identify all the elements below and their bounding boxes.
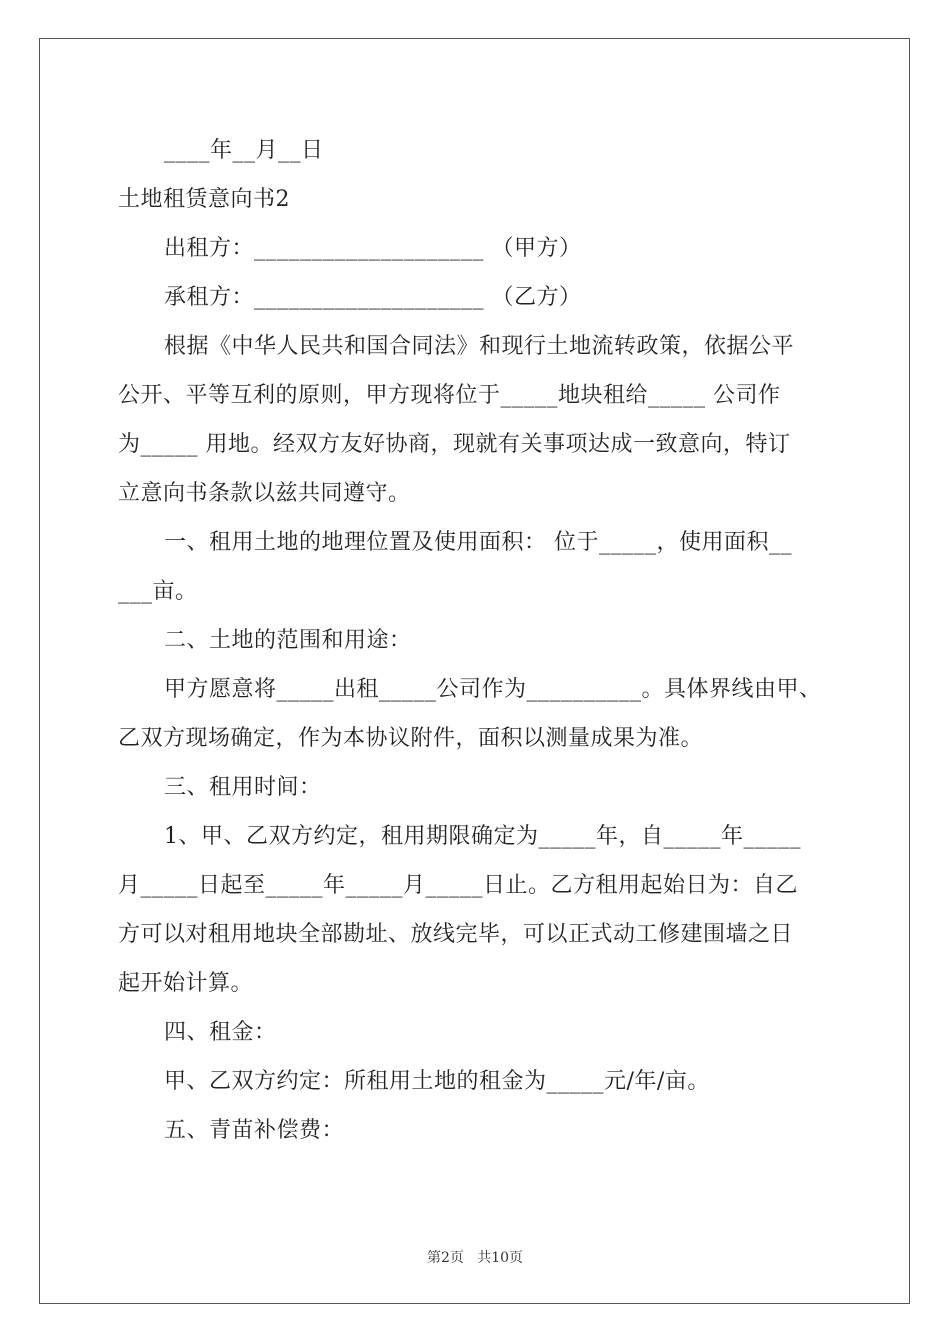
section-2-line-2: 乙双方现场确定，作为本协议附件，面积以测量成果为准。 (118, 726, 704, 751)
section-4-heading: 四、租金： (164, 1020, 277, 1045)
date-line: ____年__月__日 (164, 138, 324, 163)
section-3-line-3: 方可以对租用地块全部勘址、放线完毕，可以正式动工修建围墙之日 (118, 922, 794, 947)
page-number-footer: 第2页 共10页 (426, 1250, 524, 1266)
section-2-line-1: 甲方愿意将_____出租_____公司作为__________。具体界线由甲、 (164, 677, 822, 702)
intro-paragraph-line-2: 公开、平等互利的原则，甲方现将位于_____地块租给_____ 公司作 (118, 383, 781, 408)
section-1-line-1: 一、租用土地的地理位置及使用面积： 位于_____，使用面积__ (164, 530, 792, 555)
section-3-heading: 三、租用时间： (164, 775, 322, 800)
lessee-line: 承租方：____________________ （乙方） (164, 285, 582, 310)
intro-paragraph-line-1: 根据《中华人民共和国合同法》和现行土地流转政策，依据公平 (164, 334, 795, 359)
intro-paragraph-line-3: 为_____ 用地。经双方友好协商，现就有关事项达成一致意向，特订 (118, 432, 791, 457)
document-title: 土地租赁意向书2 (118, 187, 290, 212)
section-3-line-1: 1、甲、乙双方约定，租用期限确定为_____年，自_____年_____ (164, 824, 801, 849)
intro-paragraph-line-4: 立意向书条款以兹共同遵守。 (118, 481, 411, 506)
section-3-line-4: 起开始计算。 (118, 971, 254, 996)
section-3-line-2: 月_____日起至_____年_____月_____日止。乙方租用起始日为：自乙 (118, 873, 799, 898)
section-4-line-1: 甲、乙双方约定：所租用土地的租金为_____元/年/亩。 (164, 1069, 710, 1094)
section-5-heading: 五、青苗补偿费： (164, 1118, 345, 1143)
document-body (118, 126, 838, 1155)
section-2-heading: 二、土地的范围和用途： (164, 628, 412, 653)
lessor-line: 出租方：____________________ （甲方） (164, 236, 582, 261)
section-1-line-2: ___亩。 (118, 579, 198, 604)
